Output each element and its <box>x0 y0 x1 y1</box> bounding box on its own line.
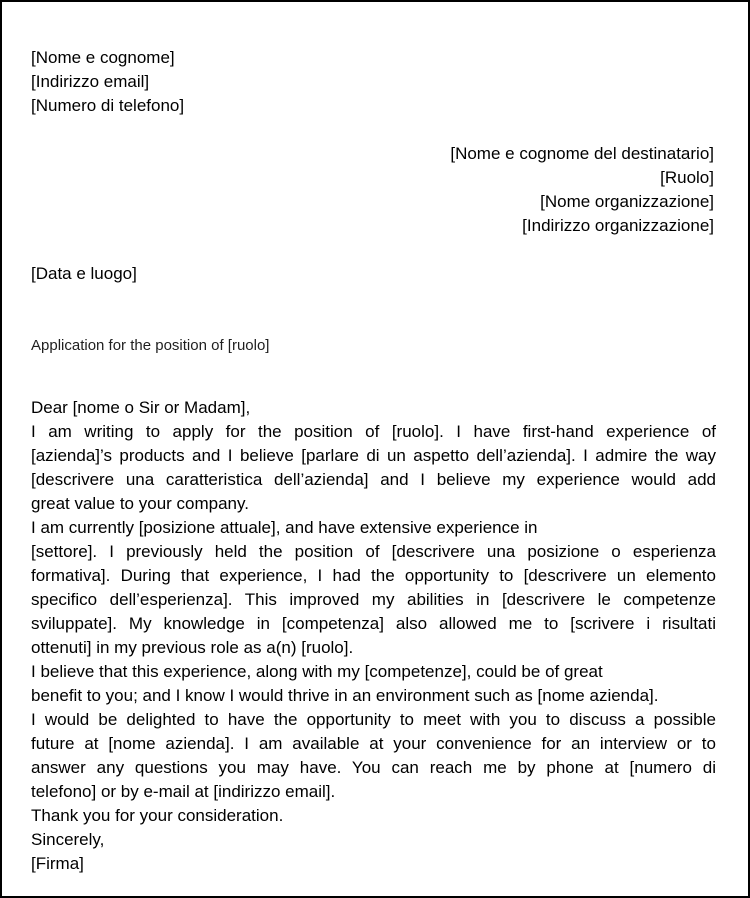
closing-sincerely: Sincerely, <box>31 830 105 849</box>
body-line: sviluppate]. My knowledge in [competenza] also allowed me to [scrivere i risultati <box>31 614 716 633</box>
sender-email: [Indirizzo email] <box>31 72 150 91</box>
recipient-address: [Indirizzo organizzazione] <box>522 216 714 235</box>
sender-block <box>31 46 184 118</box>
body-line: [descrivere una caratteristica dell’azienda] and I believe my experience would add <box>31 470 716 489</box>
body-line: benefit to you; and I know I would thrive in an environment such as [nome azienda]. <box>31 686 659 705</box>
date-place: [Data e luogo] <box>31 264 137 283</box>
sender-phone: [Numero di telefono] <box>31 96 185 115</box>
signature: [Firma] <box>31 854 84 873</box>
letter-body <box>31 396 716 876</box>
body-line: formativa]. During that experience, I had the opportunity to [descrivere un elemento <box>31 566 716 585</box>
body-line: I believe that this experience, along with my [competenze], could be of great <box>31 662 603 681</box>
recipient-organization: [Nome organizzazione] <box>540 192 714 211</box>
body-line: I am currently [posizione attuale], and have extensive experience in <box>31 518 538 537</box>
closing-thanks: Thank you for your consideration. <box>31 806 284 825</box>
body-line: ottenuti] in my previous role as a(n) [ruolo]. <box>31 638 354 657</box>
body-line: great value to your company. <box>31 494 249 513</box>
body-line: [azienda]’s products and I believe [parlare di un aspetto dell’azienda]. I admire the way <box>31 446 716 465</box>
body-line: I would be delighted to have the opportunity to meet with you to discuss a possible <box>31 710 716 729</box>
salutation: Dear [nome o Sir or Madam], <box>31 398 251 417</box>
body-line: telefono] or by e-mail at [indirizzo email]. <box>31 782 336 801</box>
body-line: I am writing to apply for the position of [ruolo]. I have first-hand experience of <box>31 422 716 441</box>
body-line: future at [nome azienda]. I am available at your convenience for an interview or to <box>31 734 716 753</box>
subject-line: Application for the position of [ruolo] <box>31 337 270 354</box>
body-line: specifico dell’esperienza]. This improved my abilities in [descrivere le competenze <box>31 590 716 609</box>
recipient-name: [Nome e cognome del destinatario] <box>450 144 714 163</box>
body-line: answer any questions you may have. You can reach me by phone at [numero di <box>31 758 716 777</box>
recipient-block <box>450 142 714 238</box>
sender-name: [Nome e cognome] <box>31 48 175 67</box>
recipient-role: [Ruolo] <box>660 168 714 187</box>
body-line: [settore]. I previously held the position of [descrivere una posizione o esperienza <box>31 542 716 561</box>
